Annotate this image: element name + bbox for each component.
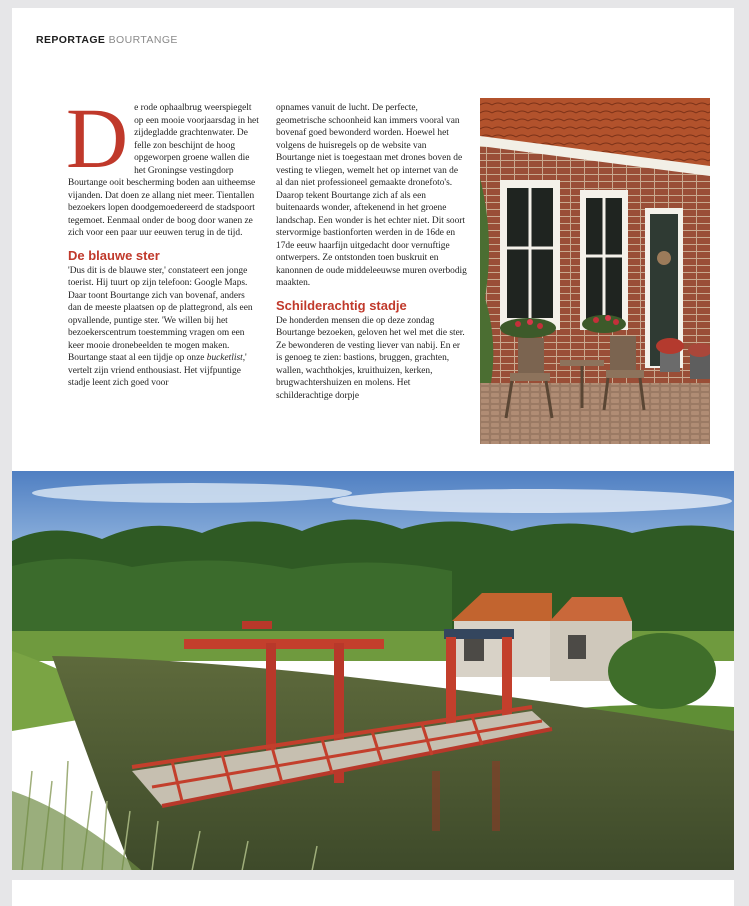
col2-paragraph-1: opnames vanuit de lucht. De perfecte, geometrische schoonheid kan immers vooral van bovenaf goed bewonderd worden. Hoewel het volgens de huisregels op de website van Bourtange niet is toegestaan met drones boven de vesting te vliegen, wemelt het op internet van de al dan niet professioneel gemaakte dronefoto's. Daarop tekent Bourtange zich af als een buitenaards wonder, aftekenend in het groene landschap. Een wonder is het echter niet. Dit soort stervormige bastionforten werden in de 16de en 17de eeuw haarfijn uitgedacht door vernuftige ontwerpers. Ze ontstonden toen buskruit en kanonnen de oude middeleeuwse muren overbodig maakten. (276, 103, 467, 288)
magazine-page (12, 8, 734, 870)
subheading-schilderachtig: Schilderachtig stadje (276, 297, 407, 313)
section-label: REPORTAGE (36, 34, 106, 46)
intro-paragraph (66, 90, 259, 240)
para2-part-a: 'Dus dit is de blauwe ster,' constateert een jonge toerist. Hij tuurt op zijn telefoon: Google Maps. Daar toont Bourtange zich van bovenaf, anders dan de meeste plaatsen op de plattegrond, als een opvallende, puntige ster. 'We willen bij het bezoekerscentrum toestemming vragen om een keer mooie dronebeelden te mogen maken. Bourtange staat al een tijdje op onze (68, 265, 253, 363)
para2-emphasis: bucketlist, (206, 353, 246, 363)
subheading-blauwe-ster: De blauwe ster (68, 247, 160, 263)
next-page-edge (12, 880, 734, 906)
intro-rest: wallen die het Groningse vestingdorp Bourtange ooit bescherming boden aan uitheemse vijanden. Dat doen ze allang niet meer. Tientallen bezoekers lopen doodgemoedereerd de stadspoort tegemoet. Eenmaal onder de boog door wanen ze zich voor een paar uur eeuwen terug in de tijd. (68, 153, 256, 238)
paragraph-blauwe-ster (68, 265, 259, 390)
article-column-1 (66, 90, 259, 390)
para2-part-b: ' vertelt zijn vriend enthousiast. Het vijfpuntige stadje leent zich goed voor (68, 353, 247, 388)
intro-lead: e rode ophaalbrug weerspiegelt op een mooie voorjaarsdag in het zijdegladde grachtenwater. De felle zon beschijnt de hoog opgeworpen groene (134, 103, 259, 163)
article-column-2 (276, 102, 467, 402)
topic-label: BOURTANGE (108, 34, 178, 46)
col2-paragraph-2: De honderden mensen die op deze zondag Bourtange bezoeken, geloven het wel met die ster. Ze bewonderen de vesting liever van nabij. En er is genoeg te zien: bastions, bruggen, grachten, wallen, wachthokjes, kruithuizen, kerken, brugwachtershuizen en molens. Het schilderachtige dorpje (276, 315, 465, 401)
running-head (36, 34, 178, 46)
drawbridge-photo (12, 471, 734, 870)
house-photo (480, 98, 710, 444)
drop-cap: D (66, 90, 129, 186)
